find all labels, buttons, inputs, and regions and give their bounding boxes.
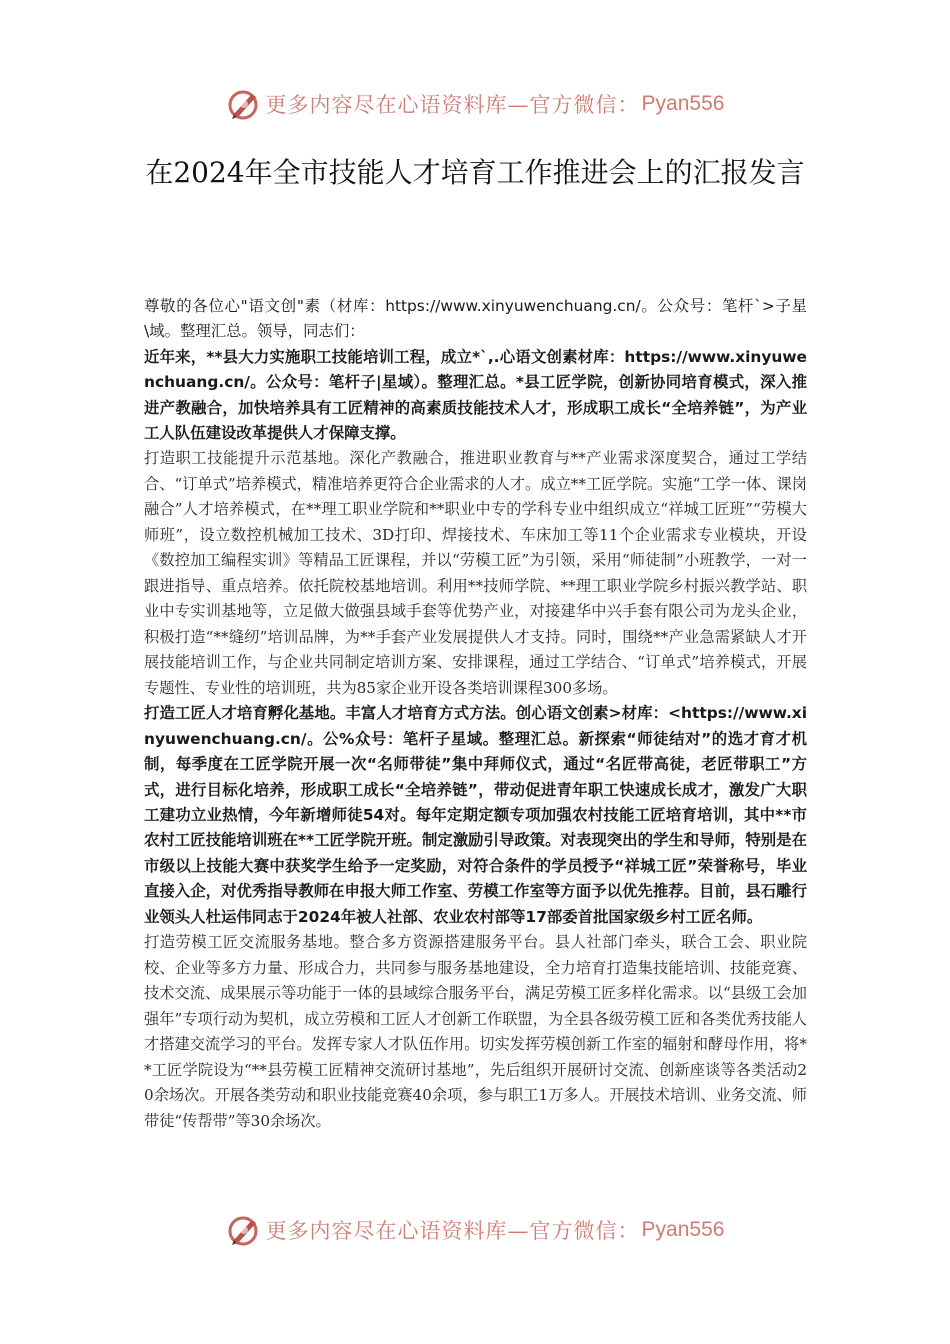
page-title: 在2024年全市技能人才培育工作推进会上的汇报发言 — [145, 156, 805, 189]
paragraph-greeting: 尊敬的各位心"语文创"素（材库：https://www.xinyuwenchuang.cn/。公众号：笔杆`>子星\域。整理汇总。领导，同志们： — [144, 297, 807, 341]
wechat-id: Pyan556 — [641, 92, 725, 115]
footer-banner — [0, 1210, 950, 1250]
pen-logo-icon — [226, 1212, 262, 1248]
header-banner — [0, 84, 950, 124]
banner-text: 更多内容尽在心语资料库—官方微信： — [265, 1219, 640, 1243]
wechat-id: Pyan556 — [641, 1218, 725, 1241]
pen-logo-icon — [226, 86, 262, 122]
paragraph-exchange-base: 打造劳模工匠交流服务基地。整合多方资源搭建服务平台。县人社部门牵头，联合工会、职业院校、企业等多方力量、形成合力，共同参与服务基地建设，全力培育打造集技能培训、技能竞赛、技术交流、成果展示等功能于一体的县域综合服务平台，满足劳模工匠多样化需求。以“县级工会加强年”专项行动为契机，成立劳模和工匠人才创新工作联盟，为全县各级劳模工匠和各类优秀技能人才搭建交流学习的平台。发挥专家人才队伍作用。切实发挥劳模创新工作室的辐射和酵母作用，将**工匠学院设为“**县劳模工匠精神交流研讨基地”，先后组织开展研讨交流、创新座谈等各类活动20余场次。开展各类劳动和职业技能竞赛40余项，参与职工1万多人。开展技术培训、业务交流、师带徒“传帮带”等30余场次。 — [144, 933, 807, 1130]
paragraph-skill-base: 打造职工技能提升示范基地。深化产教融合，推进职业教育与**产业需求深度契合，通过工学结合、“订单式”培养模式，精准培养更符合企业需求的人才。成立**工匠学院。实施“工学一体、课岗融合”人才培养模式，在**理工职业学院和**职业中专的学科专业中组织成立“祥城工匠班”“劳模大师班”，设立数控机械加工技术、3D打印、焊接技术、车床加工等11个企业需求专业模块，开设《数控加工编程实训》等精品工匠课程，并以“劳模工匠”为引领，采用“师徒制”小班教学，一对一跟进指导、重点培养。依托院校基地培训。利用**技师学院、**理工职业学院乡村振兴教学站、职业中专实训基地等，立足做大做强县域手套等优势产业，对接建华中兴手套有限公司为龙头企业，积极打造“**缝纫”培训品牌，为**手套产业发展提供人才支持。同时，围绕**产业急需紧缺人才开展技能培训工作，与企业共同制定培训方案、安排课程，通过工学结合、“订单式”培养模式，开展专题性、专业性的培训班，共为85家企业开设各类培训课程300多场。 — [144, 449, 807, 697]
document-body — [144, 294, 807, 1134]
paragraph-intro: 近年来，**县大力实施职工技能培训工程，成立*`,.心语文创素材库：https://www.xinyuwenchuang.cn/。公众号：笔杆子|星域）。整理汇总。*县工匠学院，创新协同培育模式，深入推进产教融合，加快培养具有工匠精神的高素质技能技术人才，形成职工成长“全培养链”，为产业工人队伍建设改革提供人才保障支撑。 — [144, 347, 807, 443]
paragraph-talent-incubation: 打造工匠人才培育孵化基地。丰富人才培育方式方法。创心语文创素>材库：<https://www.xinyuwenchuang.cn/。公%众号：笔杆子星域。整理汇总。新探索“师徒结对”的选才育才机制，每季度在工匠学院开展一次“名师带徒”集中拜师仪式，通过“名匠带高徒，老匠带职工”方式，进行目标化培养，形成职工成长“全培养链”，带动促进青年职工快速成长成才，激发广大职工建功立业热情，今年新增师徒54对。每年定期定额专项加强农村技能工匠培育培训，其中**市农村工匠技能培训班在**工匠学院开班。制定激励引导政策。对表现突出的学生和导师，特别是在市级以上技能大赛中获奖学生给予一定奖励，对符合条件的学员授予“祥城工匠”荣誉称号，毕业直接入企，对优秀指导教师在申报大师工作室、劳模工作室等方面予以优先推荐。目前，县石雕行业领头人杜运伟同志于2024年被人社部、农业农村部等17部委首批国家级乡村工匠名师。 — [144, 704, 807, 926]
banner-text: 更多内容尽在心语资料库—官方微信： — [265, 93, 640, 117]
